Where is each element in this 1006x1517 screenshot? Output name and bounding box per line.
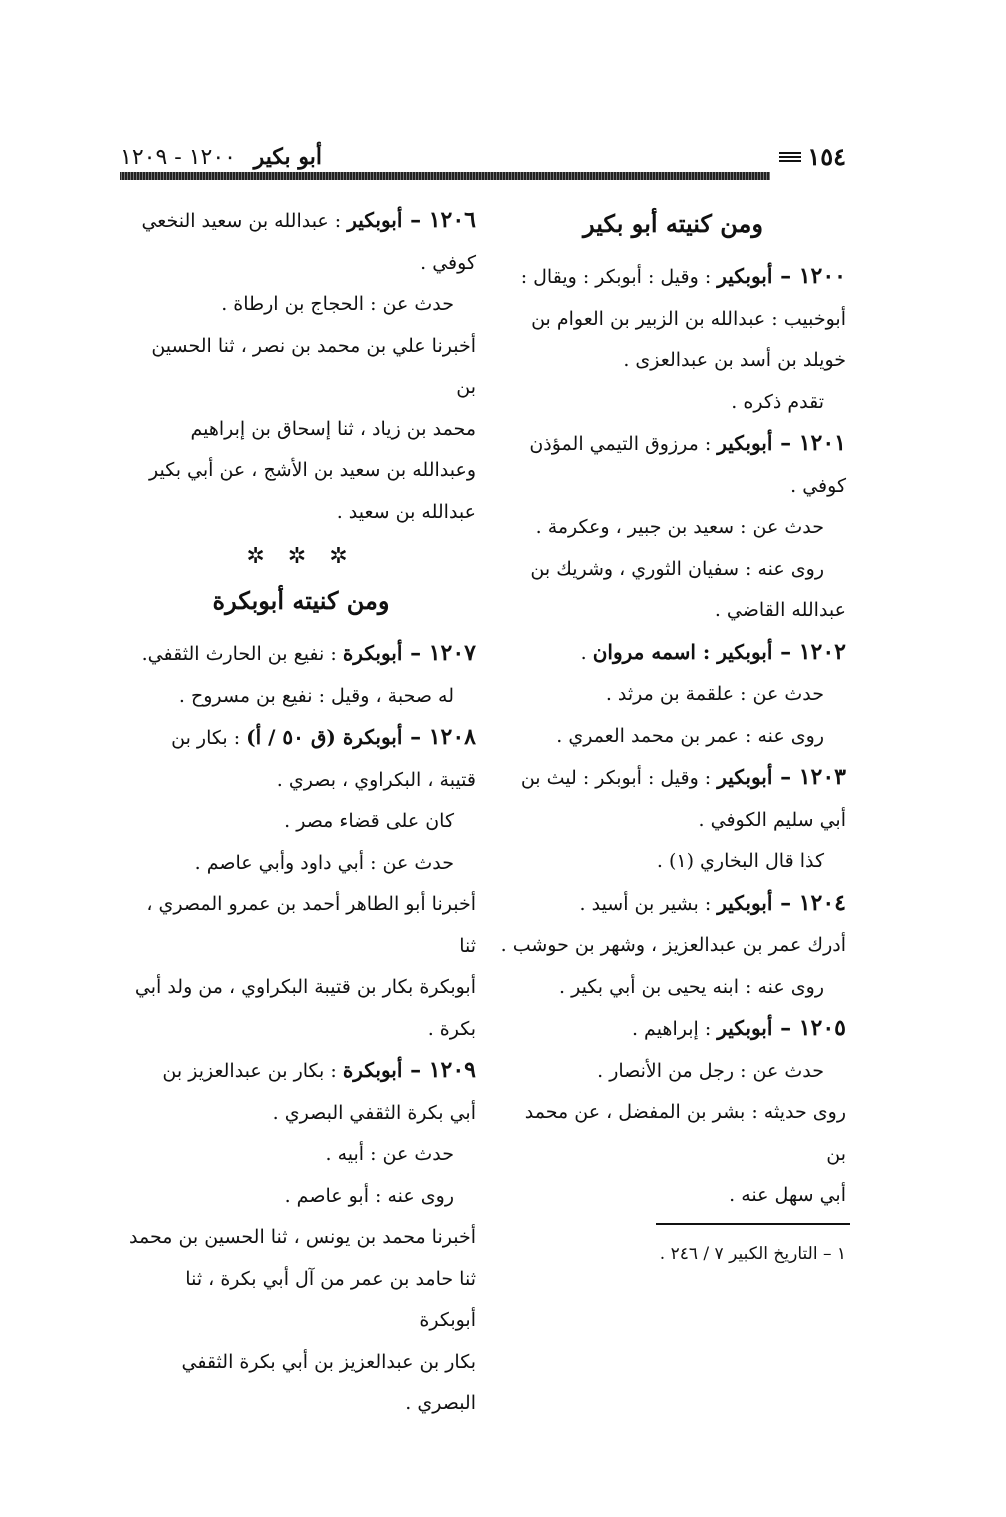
line-text: بكار بن عبدالعزيز بن أبي بكرة الثقفي (181, 1350, 476, 1373)
entry-line (126, 717, 476, 760)
text-line (126, 884, 476, 967)
text-line (126, 760, 476, 802)
running-title (120, 144, 322, 170)
line-text: تقدم ذكره . (731, 390, 824, 413)
text-line (500, 967, 846, 1009)
left-column (126, 200, 476, 1425)
line-text: عبدالله بن سعيد . (336, 500, 476, 523)
entry-number: ١٢٠٧ – (402, 640, 476, 666)
line-text: خويلد بن أسد بن عبدالعزى . (623, 349, 846, 371)
left-column-lines-b (126, 633, 476, 1425)
footnote-rule (656, 1223, 850, 1225)
line-text: كذا قال البخاري (١) . (656, 850, 824, 872)
entry-kunya: أبوبكير (717, 765, 773, 789)
line-text: : بكار بن (171, 727, 247, 749)
running-head (120, 138, 846, 178)
entry-kunya: أبوبكير (717, 264, 773, 288)
line-text: : عبدالله بن سعيد النخعي (141, 210, 348, 232)
entry-kunya: أبوبكرة (342, 641, 403, 665)
line-text: كوفي . (420, 251, 476, 274)
text-line (500, 299, 846, 341)
line-text: : وقيل : أبوبكر : ويقال : (520, 266, 718, 288)
text-line (126, 284, 476, 326)
entry-line (500, 757, 846, 800)
text-line (500, 841, 846, 883)
text-line (500, 590, 846, 632)
line-text: : وقيل : أبوبكر : ليث بن (520, 767, 718, 789)
line-text: : بكار بن عبدالعزيز بن (162, 1060, 343, 1082)
text-line (126, 409, 476, 451)
entry-line (126, 1050, 476, 1093)
line-text: قتيبة ، البكراوي ، بصري . (276, 768, 476, 791)
text-line (500, 800, 846, 842)
left-column-lines-a (126, 200, 476, 533)
entry-number: ١٢٠٢ – (772, 638, 846, 665)
entry-line (126, 633, 476, 676)
line-text: روى عنه : عمر بن محمد العمري . (556, 724, 824, 747)
entry-number: ١٢٠٣ – (772, 764, 846, 790)
entry-kunya: أبوبكير (717, 890, 773, 915)
text-line (126, 676, 476, 718)
page-number (779, 142, 846, 171)
entry-kunya: أبوبكير (717, 1016, 773, 1040)
text-line (126, 1134, 476, 1176)
line-text: بكرة . (427, 1017, 476, 1040)
entry-number: ١٢٠٤ – (772, 889, 846, 916)
footnote: ١ – التاريخ الكبير ٧ / ٢٤٦ . (659, 1244, 846, 1264)
line-text: أخبرنا أبو الطاهر أحمد بن عمرو المصري ، ثنا (146, 893, 476, 957)
running-title-name: أبو بكير (253, 144, 322, 170)
entry-line (500, 256, 846, 299)
line-text: محمد بن زياد ، ثنا إسحاق بن إبراهيم (190, 417, 476, 440)
line-text: روى عنه : أبو عاصم . (284, 1184, 454, 1207)
entry-number: ١٢٠٦ – (402, 207, 476, 233)
line-text: . (580, 641, 593, 664)
line-text: أدرك عمر بن عبدالعزيز ، وشهر بن حوشب . (500, 934, 846, 956)
line-text: كوفي . (790, 474, 846, 497)
text-line (126, 492, 476, 534)
line-text: وعبدالله بن سعيد بن الأشج ، عن أبي بكير (148, 459, 476, 481)
text-line (126, 1383, 476, 1425)
text-line (500, 507, 846, 549)
entry-kunya: أبوبكير : اسمه مروان (592, 639, 773, 664)
line-text: له صحبة ، وقيل : نفيع بن مسروح . (178, 684, 454, 707)
text-line (126, 801, 476, 843)
entry-number: ١٢٠٨ – (402, 724, 476, 750)
text-line (500, 1175, 846, 1217)
line-text: حدث عن : الحجاج بن ارطاة . (221, 293, 454, 315)
text-line (126, 1342, 476, 1384)
entry-number: ١٢٠٠ – (772, 263, 846, 289)
line-text: كان على قضاء مصر . (284, 810, 454, 832)
line-text: حدث عن : علقمة بن مرثد . (605, 683, 824, 705)
line-text: روى عنه : سفيان الثوري ، وشريك بن (530, 557, 824, 580)
section-divider-stars: ✲ ✲ ✲ (246, 544, 356, 569)
section-heading-abubakra: ومن كنيته أبوبكرة (212, 586, 390, 615)
line-text: حدث عن : رجل من الأنصار . (597, 1059, 824, 1082)
section-heading-abubukayr: ومن كنيته أبو بكير (583, 209, 763, 238)
line-text: : إبراهيم . (631, 1018, 718, 1040)
header-rule (120, 172, 770, 180)
line-text: حدث عن : أبيه . (325, 1143, 454, 1165)
entry-kunya: أبوبكرة (342, 1058, 403, 1082)
line-text: أبوخبيب : عبدالله بن الزبير بن العوام بن (531, 307, 846, 330)
entry-number: ١٢٠١ – (772, 430, 846, 456)
text-line (126, 967, 476, 1009)
text-line (500, 925, 846, 967)
page-marker-ornament (779, 152, 801, 162)
text-line (500, 716, 846, 758)
line-text: حدث عن : أبي داود وأبي عاصم . (194, 851, 454, 874)
entry-number: ١٢٠٩ – (402, 1057, 476, 1083)
right-column-lines (500, 256, 846, 1217)
line-text: : بشير بن أسيد . (579, 892, 718, 915)
line-text: أبي سليم الكوفي . (698, 808, 846, 831)
text-line (500, 340, 846, 382)
entry-line (500, 883, 846, 926)
entry-line (126, 200, 476, 243)
text-line (500, 674, 846, 716)
text-line (126, 1009, 476, 1051)
line-text: : نفيع بن الحارث الثقفي. (141, 643, 343, 665)
text-line (500, 1051, 846, 1093)
entry-line (500, 423, 846, 466)
entry-kunya: أبوبكير (717, 431, 773, 455)
text-line (126, 1217, 476, 1259)
running-title-range: ١٢٠٠ - ١٢٠٩ (120, 145, 236, 170)
line-text: أخبرنا محمد بن يونس ، ثنا الحسين بن محمد (129, 1226, 476, 1248)
text-line (500, 1092, 846, 1175)
line-text: روى عنه : ابنه يحيى بن أبي بكير . (559, 975, 824, 998)
line-text: أبوبكرة بكار بن قتيبة البكراوي ، من ولد أبي (134, 976, 476, 998)
line-text: البصري . (405, 1392, 476, 1414)
text-line (126, 1176, 476, 1218)
line-text: روى حديثه : بشر بن المفضل ، عن محمد بن (524, 1101, 846, 1165)
line-text: أبي بكرة الثقفي البصري . (272, 1101, 476, 1124)
text-line (126, 326, 476, 409)
right-column (500, 200, 846, 1217)
entry-number: ١٢٠٥ – (772, 1015, 846, 1041)
text-line (126, 1093, 476, 1135)
text-line (126, 1259, 476, 1342)
line-text: أبي سهل عنه . (729, 1184, 846, 1206)
line-text: أخبرنا علي بن محمد بن نصر ، ثنا الحسين بن (151, 334, 476, 398)
line-text: حدث عن : سعيد بن جبير ، وعكرمة . (535, 516, 824, 538)
text-line (500, 549, 846, 591)
text-line (126, 843, 476, 885)
line-text: عبدالله القاضي . (714, 599, 846, 621)
entry-line (500, 1008, 846, 1051)
entry-kunya: أبوبكير (347, 208, 403, 232)
line-text: : مرزوق التيمي المؤذن (529, 433, 718, 455)
text-line (126, 243, 476, 285)
entry-kunya: أبوبكرة (ق ٥٠ / أ) (246, 725, 403, 749)
text-line (126, 450, 476, 492)
text-line (500, 466, 846, 508)
text-line (500, 382, 846, 424)
page-number-text: ١٥٤ (807, 142, 846, 171)
line-text: ثنا حامد بن عمر من آل أبي بكرة ، ثنا أبوبكرة (185, 1267, 476, 1331)
entry-line (500, 632, 846, 675)
